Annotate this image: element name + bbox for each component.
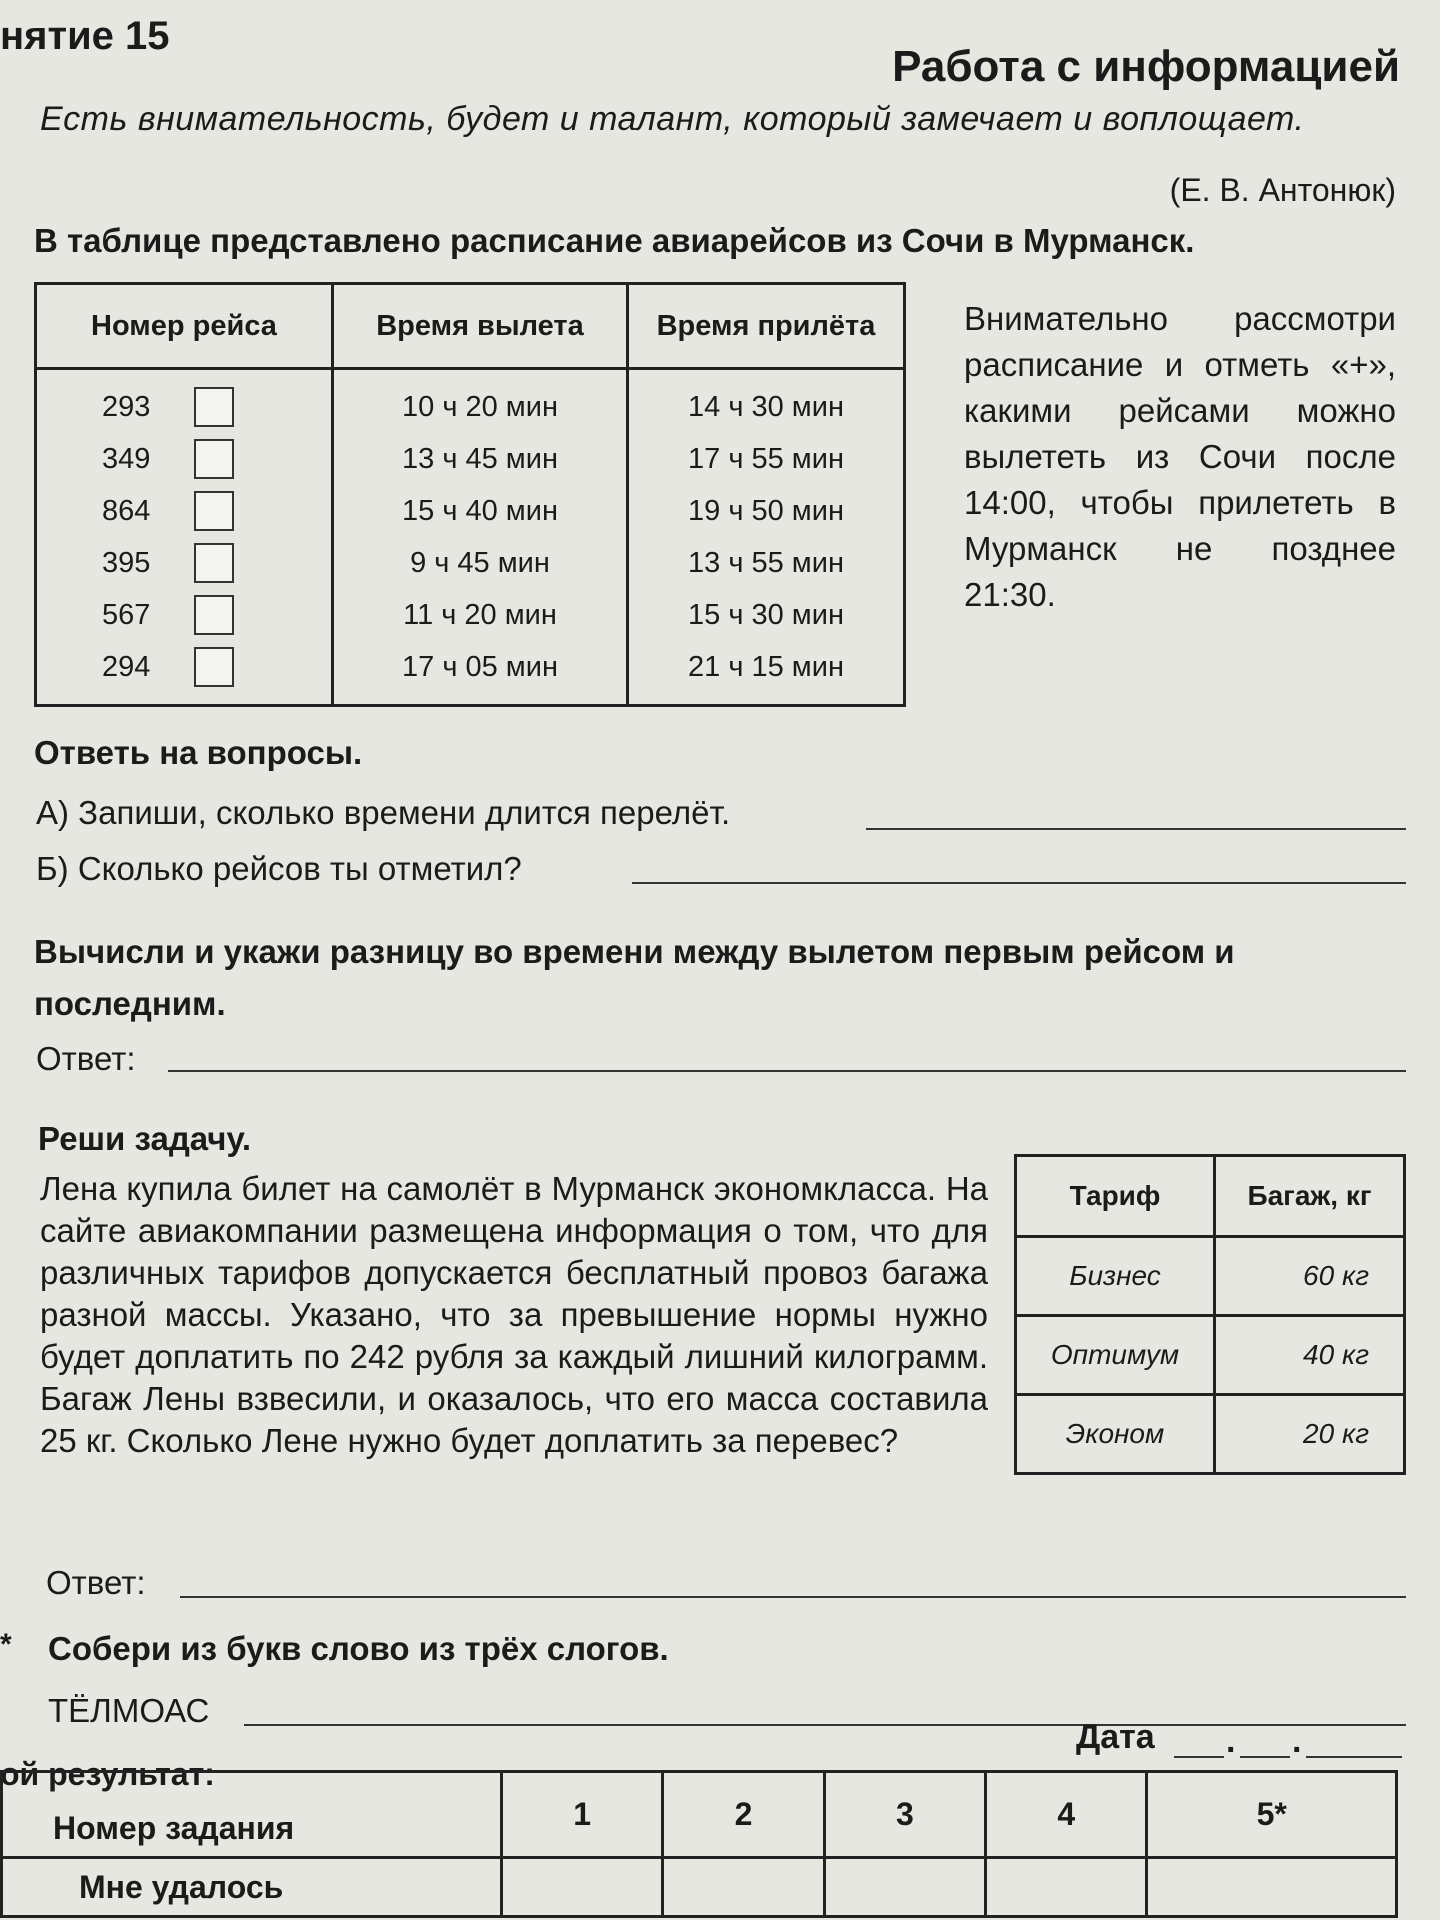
tariff-name: Эконом bbox=[1016, 1395, 1215, 1474]
flight-number: 293 bbox=[102, 390, 151, 423]
table-row bbox=[36, 641, 905, 706]
flight-number: 349 bbox=[102, 442, 151, 475]
date-month-field[interactable] bbox=[1240, 1756, 1290, 1758]
table-row bbox=[36, 589, 905, 641]
result-cell[interactable] bbox=[986, 1858, 1147, 1917]
task2-answer-line[interactable] bbox=[168, 1070, 1406, 1072]
depart-time: 11 ч 20 мин bbox=[333, 589, 628, 641]
depart-time: 10 ч 20 мин bbox=[333, 369, 628, 434]
task-number: 1 bbox=[502, 1772, 663, 1858]
task-number: 3 bbox=[824, 1772, 985, 1858]
tariff-name: Оптимум bbox=[1016, 1316, 1215, 1395]
epigraph-quote: Есть внимательность, будет и талант, который замечает и воплощает. bbox=[40, 100, 1305, 138]
task3-text: Лена купила билет на самолёт в Мурманск экономкласса. На сайте авиакомпании размещена информация о том, что для различных тарифов допускается бесплатный провоз багажа разной массы. Указано, что за превышение нормы нужно будет доплатить по 242 рубля за каждый лишний килограмм. Багаж Лены взвесили, и оказалось, что его масса составила 25 кг. Сколько Лене нужно будет доплатить за перевес? bbox=[40, 1170, 988, 1459]
flight-checkbox[interactable] bbox=[194, 491, 234, 531]
tariff-name: Бизнес bbox=[1016, 1237, 1215, 1316]
flight-checkbox[interactable] bbox=[194, 387, 234, 427]
task-number: 4 bbox=[986, 1772, 1147, 1858]
depart-time: 9 ч 45 мин bbox=[333, 537, 628, 589]
result-cell[interactable] bbox=[824, 1858, 985, 1917]
table-row bbox=[1016, 1237, 1405, 1316]
tariff-weight: 40 кг bbox=[1215, 1316, 1405, 1395]
tariff-weight: 20 кг bbox=[1215, 1395, 1405, 1474]
depart-time: 13 ч 45 мин bbox=[333, 433, 628, 485]
answer-line-b[interactable] bbox=[632, 882, 1406, 884]
arrive-time: 15 ч 30 мин bbox=[628, 589, 905, 641]
table-row bbox=[1016, 1395, 1405, 1474]
arrive-time: 14 ч 30 мин bbox=[628, 369, 905, 434]
depart-time: 17 ч 05 мин bbox=[333, 641, 628, 706]
date-year-field[interactable] bbox=[1306, 1756, 1402, 1758]
depart-time: 15 ч 40 мин bbox=[333, 485, 628, 537]
flight-checkbox[interactable] bbox=[194, 439, 234, 479]
task3-title: Реши задачу. bbox=[38, 1120, 252, 1157]
table-row bbox=[2, 1772, 1397, 1858]
baggage-tariff-table bbox=[1014, 1154, 1406, 1475]
col-baggage: Багаж, кг bbox=[1215, 1156, 1405, 1237]
questions-title: Ответь на вопросы. bbox=[34, 734, 363, 771]
task1-instruction: Внимательно рассмотри расписание и отметь «+», какими рейсами можно вылететь из Сочи после 14:00, чтобы прилететь в Мурманск не позднее 21:30. bbox=[964, 300, 1396, 613]
question-b: Б) Сколько рейсов ты отметил? bbox=[36, 850, 522, 887]
arrive-time: 19 ч 50 мин bbox=[628, 485, 905, 537]
flight-schedule-table bbox=[34, 282, 906, 707]
table-row bbox=[36, 485, 905, 537]
date-separator: . bbox=[1226, 1722, 1236, 1760]
question-a: А) Запиши, сколько времени длится перелёт. bbox=[36, 794, 731, 831]
col-tariff: Тариф bbox=[1016, 1156, 1215, 1237]
arrive-time: 13 ч 55 мин bbox=[628, 537, 905, 589]
col-arrive-time: Время прилёта bbox=[628, 284, 905, 369]
result-title: ой результат: bbox=[0, 1756, 215, 1792]
arrive-time: 17 ч 55 мин bbox=[628, 433, 905, 485]
result-cell[interactable] bbox=[1147, 1858, 1397, 1917]
flight-number: 294 bbox=[102, 650, 151, 683]
result-cell[interactable] bbox=[663, 1858, 824, 1917]
task4-letters: ТЁЛМОАС bbox=[48, 1692, 210, 1729]
table-row bbox=[36, 369, 905, 434]
result-cell[interactable] bbox=[502, 1858, 663, 1917]
section-title: Работа с информацией bbox=[892, 42, 1400, 91]
tariff-weight: 60 кг bbox=[1215, 1237, 1405, 1316]
task3-answer-line[interactable] bbox=[180, 1596, 1406, 1598]
task-number-label: Номер задания bbox=[2, 1772, 502, 1858]
date-separator: . bbox=[1292, 1722, 1302, 1760]
answer-line-a[interactable] bbox=[866, 828, 1406, 830]
col-depart-time: Время вылета bbox=[333, 284, 628, 369]
flight-checkbox[interactable] bbox=[194, 595, 234, 635]
flight-number: 395 bbox=[102, 546, 151, 579]
arrive-time: 21 ч 15 мин bbox=[628, 641, 905, 706]
task2-title: Вычисли и укажи разницу во времени между вылетом первым рейсом и последним. bbox=[34, 933, 1235, 1022]
result-table bbox=[0, 1770, 1398, 1918]
lesson-number: нятие 15 bbox=[0, 14, 170, 58]
table-row bbox=[1016, 1316, 1405, 1395]
flight-number: 864 bbox=[102, 494, 151, 527]
task4-star: * bbox=[0, 1628, 12, 1661]
task3-answer-label: Ответ: bbox=[46, 1564, 146, 1601]
task2-answer-label: Ответ: bbox=[36, 1040, 136, 1077]
col-flight-number: Номер рейса bbox=[36, 284, 333, 369]
task1-title: В таблице представлено расписание авиарейсов из Сочи в Мурманск. bbox=[34, 222, 1195, 259]
task-number: 2 bbox=[663, 1772, 824, 1858]
flight-checkbox[interactable] bbox=[194, 647, 234, 687]
task-number: 5* bbox=[1147, 1772, 1397, 1858]
epigraph-author: (Е. В. Антонюк) bbox=[1169, 172, 1396, 208]
table-row bbox=[36, 433, 905, 485]
date-day-field[interactable] bbox=[1174, 1756, 1224, 1758]
table-row bbox=[2, 1858, 1397, 1917]
date-label: Дата bbox=[1076, 1718, 1155, 1756]
flight-checkbox[interactable] bbox=[194, 543, 234, 583]
success-label: Мне удалось bbox=[2, 1858, 502, 1917]
task4-title: Собери из букв слово из трёх слогов. bbox=[48, 1630, 669, 1667]
table-row bbox=[36, 537, 905, 589]
flight-number: 567 bbox=[102, 598, 151, 631]
